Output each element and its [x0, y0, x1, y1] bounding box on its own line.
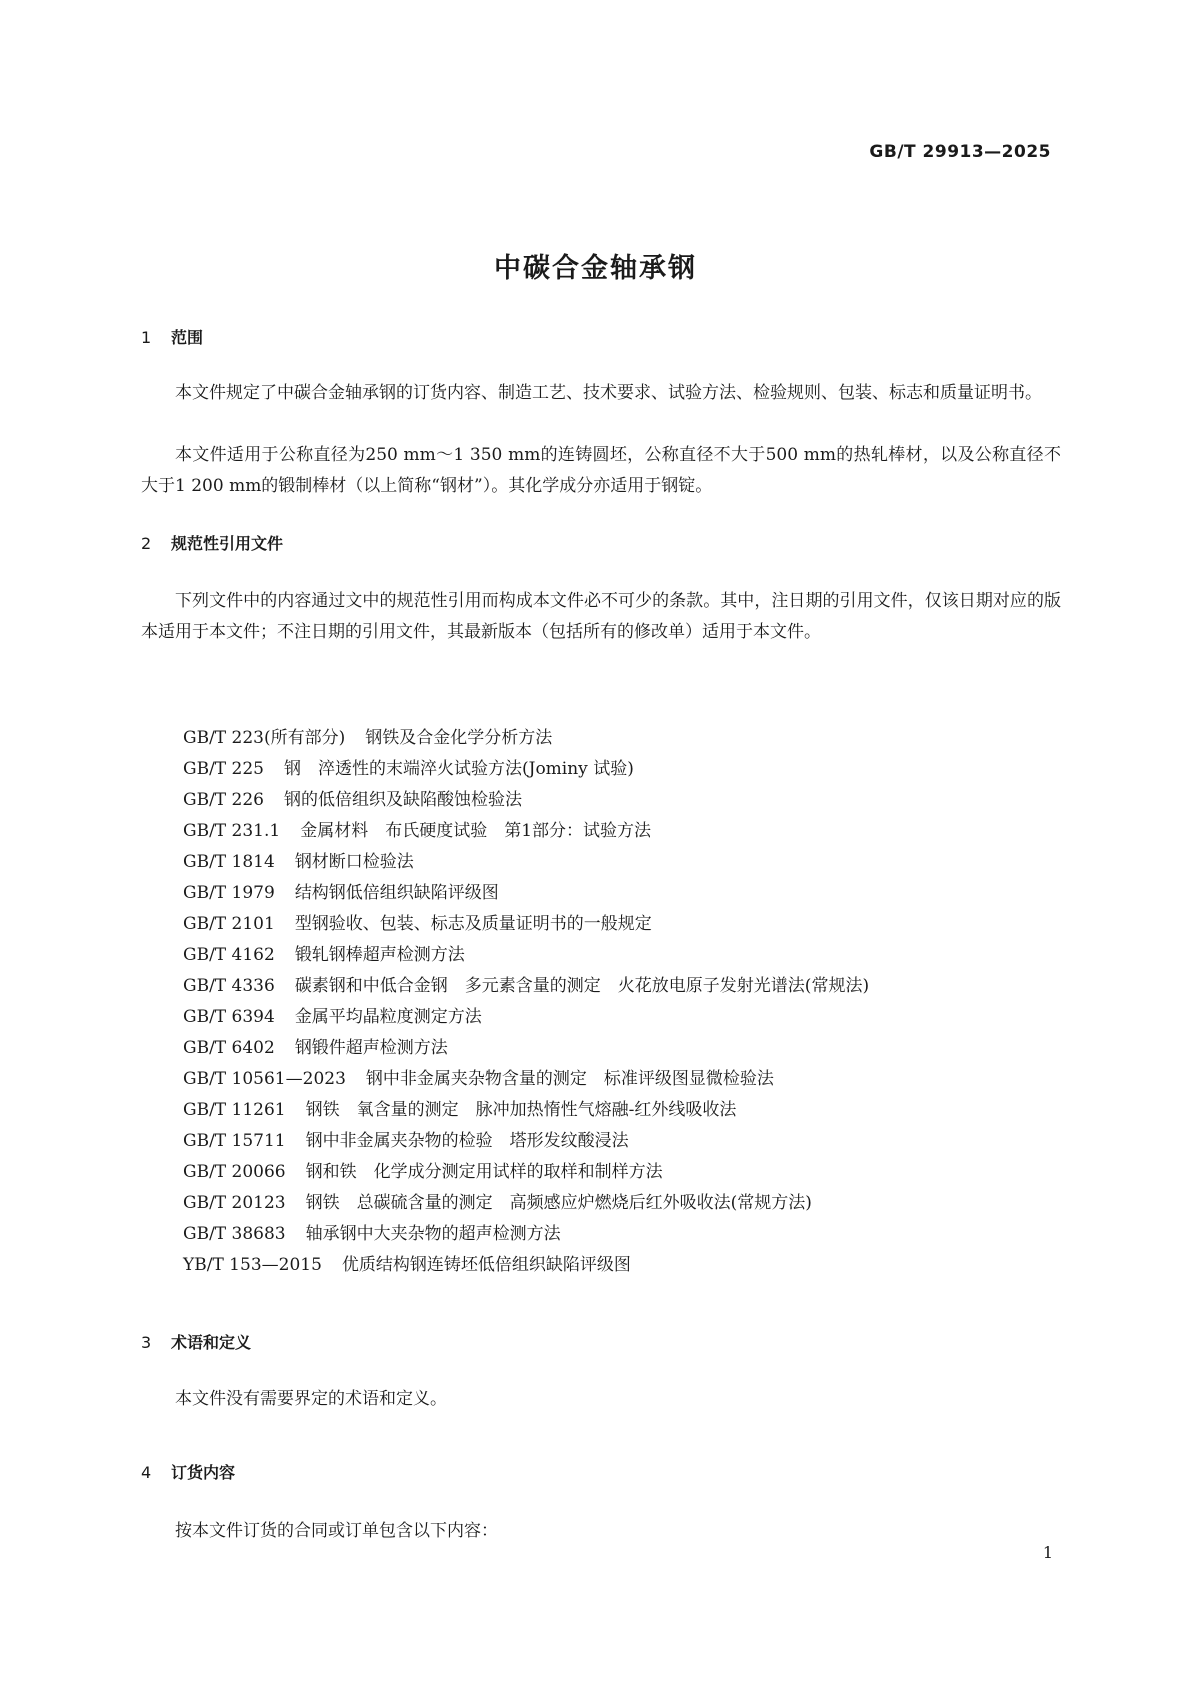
section-number: 1	[141, 328, 152, 347]
section-number: 4	[141, 1463, 152, 1482]
reference-item	[183, 1157, 869, 1188]
reference-title: 碳素钢和中低合金钢 多元素含量的测定 火花放电原子发射光谱法(常规法)	[294, 976, 870, 996]
section-heading-ordering	[141, 1460, 235, 1483]
reference-title: 钢锻件超声检测方法	[294, 1038, 448, 1058]
section-heading-normative-references	[141, 531, 283, 554]
ordering-paragraph: 按本文件订货的合同或订单包含以下内容：	[175, 1521, 498, 1541]
document-title: 中碳合金轴承钢	[494, 253, 697, 284]
reference-title: 钢中非金属夹杂物的检验 塔形发纹酸浸法	[305, 1131, 629, 1151]
reference-item	[183, 940, 869, 971]
reference-item	[183, 1188, 869, 1219]
terms-paragraph: 本文件没有需要界定的术语和定义。	[175, 1389, 447, 1409]
page-number: 1	[1042, 1543, 1053, 1562]
reference-code: GB/T 38683	[183, 1224, 286, 1244]
section-number: 2	[141, 534, 152, 553]
reference-code: GB/T 4336	[183, 976, 275, 996]
section-title: 范围	[171, 328, 204, 347]
reference-item	[183, 754, 869, 785]
section-title: 订货内容	[171, 1463, 236, 1482]
reference-item	[183, 1064, 869, 1095]
reference-list	[183, 723, 869, 1281]
reference-item	[183, 1095, 869, 1126]
section-heading-scope	[141, 325, 203, 348]
section-title: 术语和定义	[171, 1333, 252, 1352]
reference-code: GB/T 6394	[183, 1007, 275, 1027]
reference-item	[183, 1250, 869, 1281]
reference-code: GB/T 11261	[183, 1100, 286, 1120]
reference-item	[183, 723, 869, 754]
reference-title: 金属平均晶粒度测定方法	[294, 1007, 482, 1027]
reference-code: GB/T 225	[183, 759, 264, 779]
references-intro-paragraph: 下列文件中的内容通过文中的规范性引用而构成本文件必不可少的条款。其中，注日期的引用文件，仅该日期对应的版本适用于本文件；不注日期的引用文件，其最新版本（包括所有的修改单）适用于本文件。	[141, 591, 1061, 642]
reference-code: GB/T 20066	[183, 1162, 286, 1182]
reference-code: GB/T 231.1	[183, 821, 281, 841]
reference-item	[183, 1219, 869, 1250]
reference-code: YB/T 153—2015	[183, 1255, 322, 1275]
reference-title: 锻轧钢棒超声检测方法	[294, 945, 465, 965]
reference-title: 型钢验收、包装、标志及质量证明书的一般规定	[294, 914, 652, 934]
reference-code: GB/T 1979	[183, 883, 275, 903]
reference-title: 钢铁 总碳硫含量的测定 高频感应炉燃烧后红外吸收法(常规方法)	[305, 1193, 812, 1213]
reference-code: GB/T 223(所有部分)	[183, 728, 346, 748]
section-number: 3	[141, 1333, 152, 1352]
reference-code: GB/T 2101	[183, 914, 275, 934]
scope-paragraph-2: 本文件适用于公称直径为250 mm～1 350 mm的连铸圆坯，公称直径不大于500 mm的热轧棒材，以及公称直径不大于1 200 mm的锻制棒材（以上简称“钢材”）。其化学成分亦适用于钢锭。	[141, 445, 1061, 496]
reference-item	[183, 909, 869, 940]
reference-item	[183, 1002, 869, 1033]
reference-code: GB/T 6402	[183, 1038, 275, 1058]
section-heading-terms	[141, 1330, 251, 1353]
reference-title: 钢的低倍组织及缺陷酸蚀检验法	[284, 790, 522, 810]
reference-title: 金属材料 布氏硬度试验 第1部分：试验方法	[300, 821, 652, 841]
reference-title: 钢铁 氧含量的测定 脉冲加热惰性气熔融-红外线吸收法	[305, 1100, 737, 1120]
reference-code: GB/T 20123	[183, 1193, 286, 1213]
reference-title: 轴承钢中大夹杂物的超声检测方法	[305, 1224, 561, 1244]
section-title: 规范性引用文件	[171, 534, 284, 553]
reference-title: 优质结构钢连铸坯低倍组织缺陷评级图	[341, 1255, 631, 1275]
reference-title: 钢 淬透性的末端淬火试验方法(Jominy 试验)	[284, 759, 634, 779]
reference-item	[183, 847, 869, 878]
scope-paragraph-1: 本文件规定了中碳合金轴承钢的订货内容、制造工艺、技术要求、试验方法、检验规则、包装、标志和质量证明书。	[175, 383, 1042, 403]
reference-code: GB/T 10561—2023	[183, 1069, 346, 1089]
reference-item	[183, 1126, 869, 1157]
reference-item	[183, 971, 869, 1002]
reference-item	[183, 816, 869, 847]
reference-title: 钢和铁 化学成分测定用试样的取样和制样方法	[305, 1162, 663, 1182]
reference-code: GB/T 1814	[183, 852, 275, 872]
reference-title: 钢材断口检验法	[294, 852, 414, 872]
reference-item	[183, 1033, 869, 1064]
reference-title: 钢中非金属夹杂物含量的测定 标准评级图显微检验法	[365, 1069, 774, 1089]
reference-item	[183, 785, 869, 816]
standard-number: GB/T 29913—2025	[869, 142, 1051, 162]
reference-title: 结构钢低倍组织缺陷评级图	[294, 883, 499, 903]
reference-code: GB/T 15711	[183, 1131, 286, 1151]
reference-title: 钢铁及合金化学分析方法	[365, 728, 553, 748]
reference-item	[183, 878, 869, 909]
reference-code: GB/T 4162	[183, 945, 275, 965]
reference-code: GB/T 226	[183, 790, 264, 810]
